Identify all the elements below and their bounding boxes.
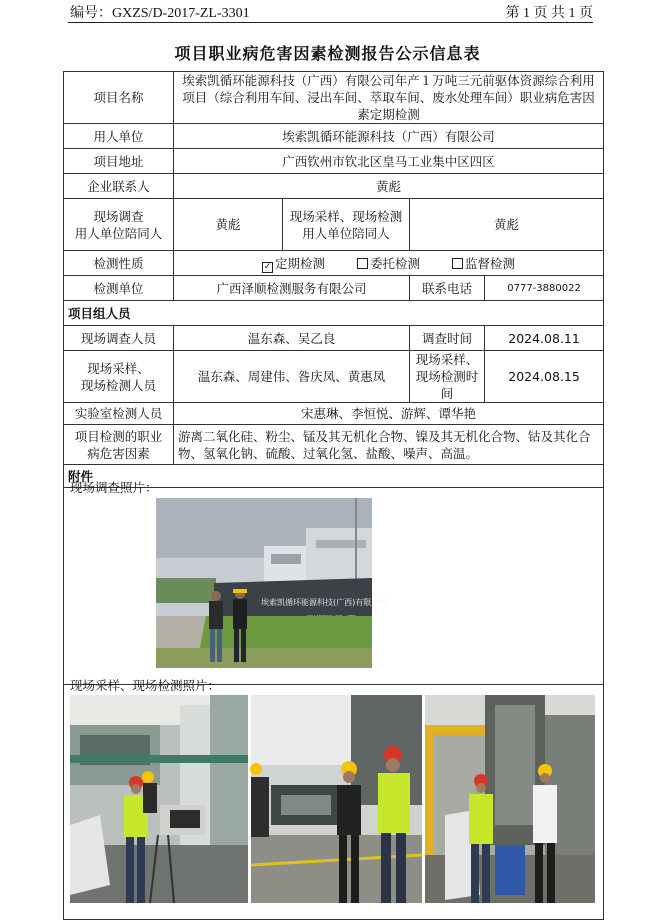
employer-value: 埃索凯循环能源科技（广西）有限公司 (174, 124, 604, 149)
phone-value: 0777-3880022 (485, 276, 604, 301)
row-nature (64, 251, 604, 276)
lab-value: 广西泽顺检测服务有限公司 (174, 276, 410, 301)
nature-label: 检测性质 (64, 251, 174, 276)
row-escorts (64, 199, 604, 251)
lab-staff-label: 实验室检测人员 (64, 403, 174, 425)
samplers-value: 温东森、周建伟、昝庆凤、黄惠凤 (174, 351, 410, 403)
survey-photo (156, 498, 388, 668)
option-commissioned[interactable] (357, 255, 420, 272)
document-number: 编号：GXZS/D-2017-ZL-3301 (70, 6, 250, 21)
row-samplers (64, 351, 604, 403)
factors-label: 项目检测的职业 病危害因素 (64, 425, 174, 465)
row-team-section (64, 301, 604, 326)
survey-time-label: 调查时间 (410, 326, 485, 351)
sampling-photo-1 (70, 695, 248, 903)
lab-staff-value: 宋惠琳、李恒悦、游辉、谭华艳 (174, 403, 604, 425)
row-factors (64, 425, 604, 465)
checkbox-icon[interactable] (452, 258, 463, 269)
lab-label: 检测单位 (64, 276, 174, 301)
attachment-section-header: 附件 (64, 465, 604, 488)
sampling-photo-3-image (425, 695, 595, 903)
sampling-photo-label: 现场采样、现场检测照片： (70, 678, 221, 693)
phone-label: 联系电话 (410, 276, 485, 301)
option-periodic[interactable] (262, 255, 325, 272)
option-label: 定期检测 (275, 255, 326, 271)
checkbox-icon[interactable] (357, 258, 368, 269)
survey-time-value: 2024.08.11 (485, 326, 604, 351)
address-label: 项目地址 (64, 149, 174, 174)
page-info: 第 1 页 共 1 页 (505, 6, 593, 21)
team-section-header: 项目组人员 (64, 301, 604, 326)
contact-value: 黄彪 (174, 174, 604, 199)
row-employer (64, 124, 604, 149)
sampling-photo-2-image (251, 695, 422, 903)
sampling-escort-label: 现场采样、现场检测 用人单位陪同人 (283, 199, 410, 251)
survey-escort-label: 现场调查 用人单位陪同人 (64, 199, 174, 251)
sampling-escort-value: 黄彪 (410, 199, 604, 251)
project-name-value: 埃索凯循环能源科技（广西）有限公司年产１万吨三元前驱体资源综合利用项目（综合利用车间、浸出车间、萃取车间、废水处理车间）职业病危害因素定期检测 (174, 72, 604, 124)
row-contact (64, 174, 604, 199)
employer-label: 用人单位 (64, 124, 174, 149)
survey-photo-label: 现场调查照片： (70, 480, 158, 495)
row-surveyors (64, 326, 604, 351)
option-label: 委托检测 (370, 255, 421, 271)
surveyors-value: 温东森、吴乙良 (174, 326, 410, 351)
row-lab (64, 276, 604, 301)
survey-escort-value: 黄彪 (174, 199, 283, 251)
sampling-photo-3 (425, 695, 595, 903)
contact-label: 企业联系人 (64, 174, 174, 199)
survey-photo-image (156, 498, 388, 668)
factors-value: 游离二氧化硅、粉尘、锰及其无机化合物、镍及其无机化合物、钴及其化合物、氢氧化钠、硫酸、过氧化氢、盐酸、噪声、高温。 (174, 425, 604, 465)
samplers-label: 现场采样、 现场检测人员 (64, 351, 174, 403)
sampling-time-label: 现场采样、 现场检测时间 (410, 351, 485, 403)
option-supervision[interactable] (452, 255, 515, 272)
header-divider (68, 22, 593, 23)
address-value: 广西钦州市钦北区皇马工业集中区四区 (174, 149, 604, 174)
sampling-time-value: 2024.08.15 (485, 351, 604, 403)
checkbox-checked-icon[interactable]: ✓ (263, 261, 272, 272)
row-project-name (64, 72, 604, 124)
sampling-photo-2 (251, 695, 422, 903)
surveyors-label: 现场调查人员 (64, 326, 174, 351)
option-label: 监督检测 (465, 255, 516, 271)
sign-text: 埃索凯循环能源科技(广西)有限公司 (261, 598, 388, 607)
row-lab-staff (64, 403, 604, 425)
row-address (64, 149, 604, 174)
nature-options (174, 251, 604, 276)
sampling-photo-1-image (70, 695, 248, 903)
page-title: 项目职业病危害因素检测报告公示信息表 (174, 44, 481, 63)
project-name-label: 项目名称 (64, 72, 174, 124)
